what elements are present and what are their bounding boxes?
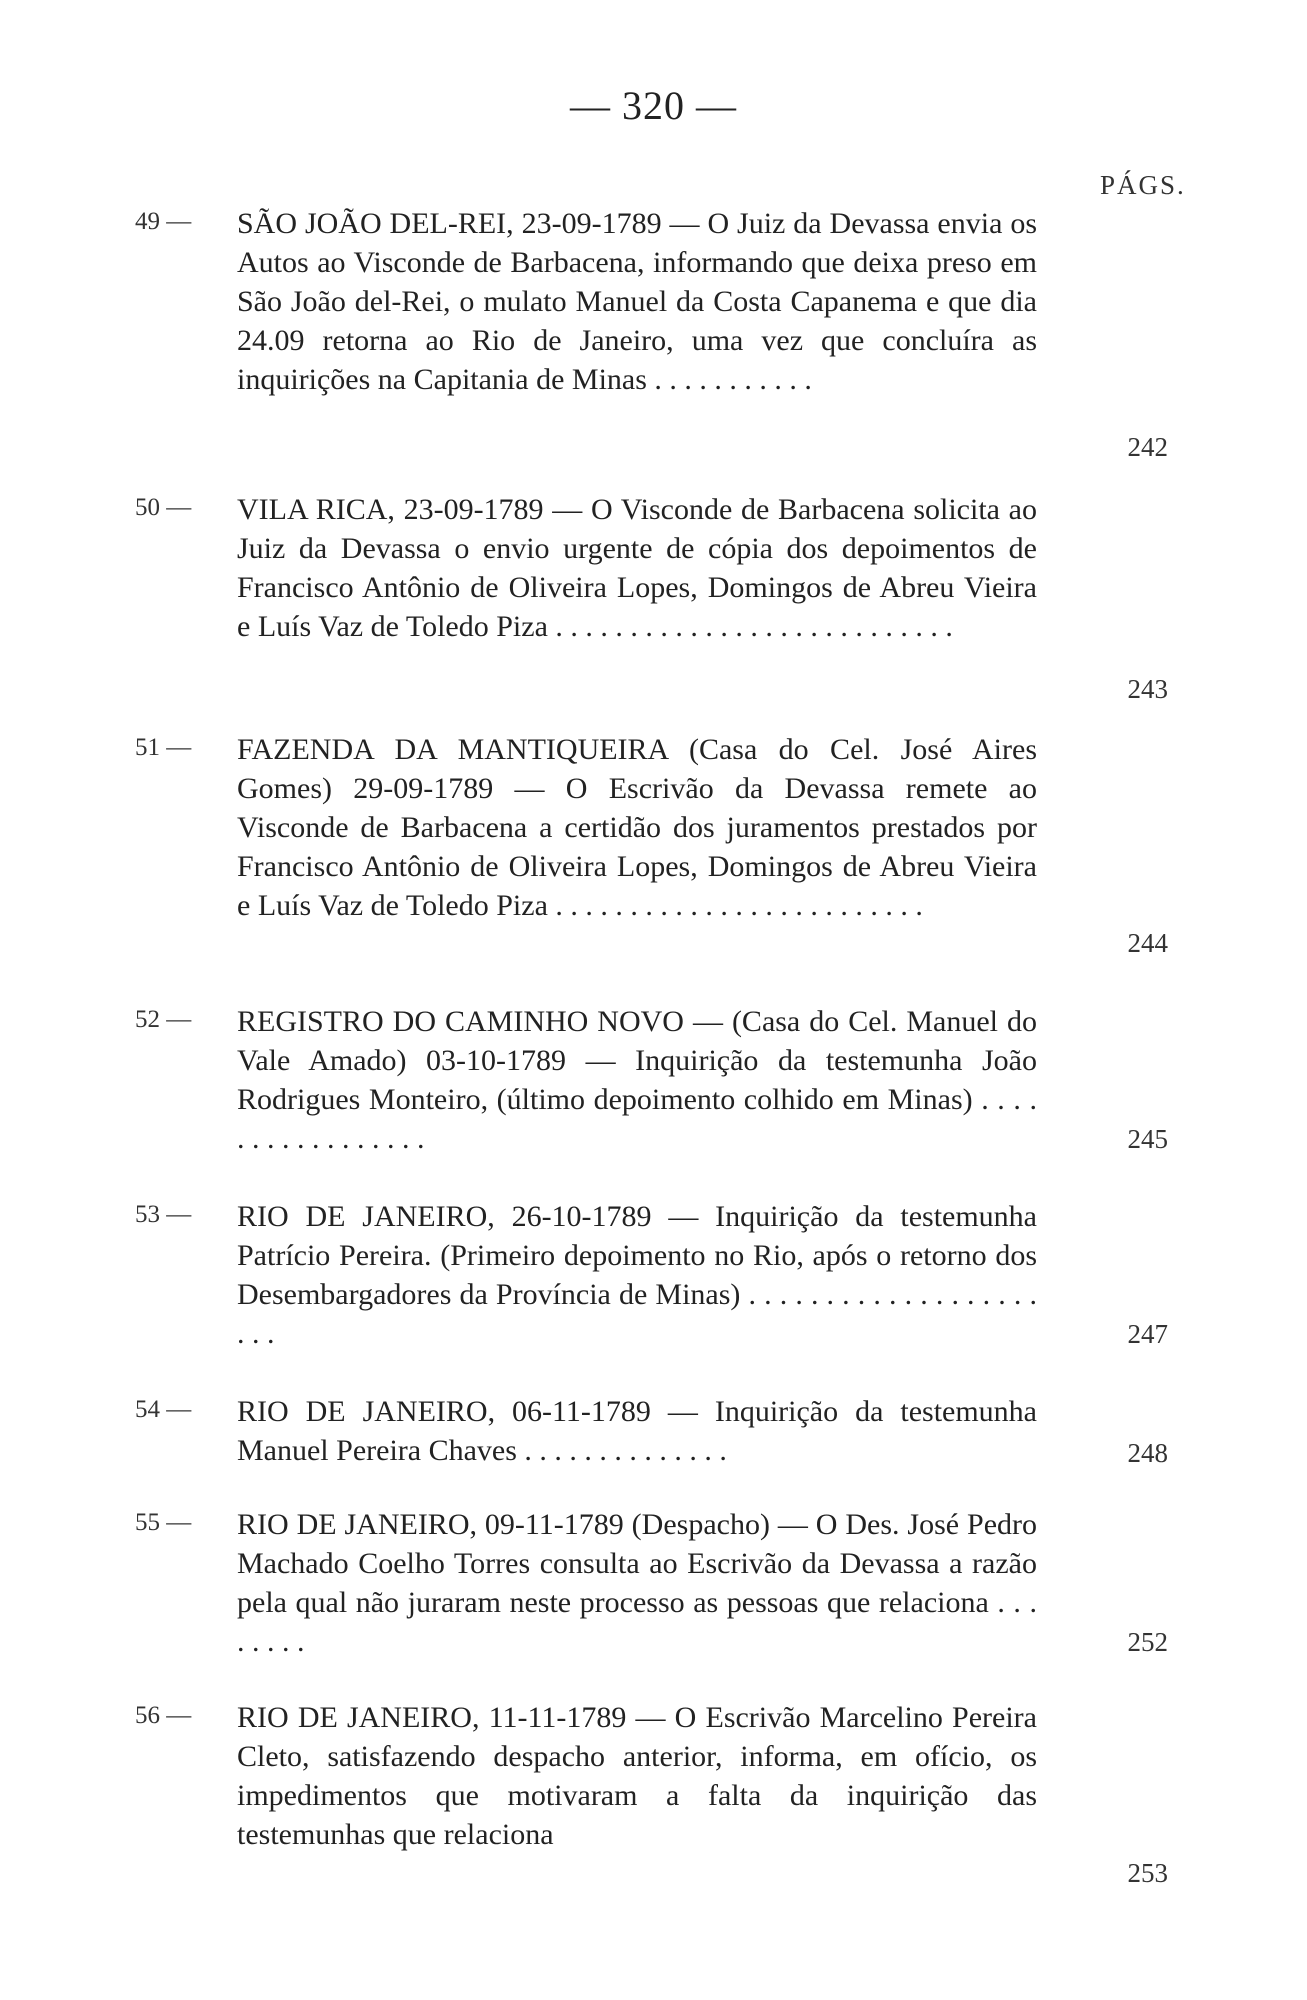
entry-number: 54 — [135,1396,192,1423]
entry-description: VILA RICA, 23-09-1789 — O Visconde de Barbacena solicita ao Juiz da Devassa o envio urgente de cópia dos depoimentos de Francisco Antônio de Oliveira Lopes, Domingos de Abreu Vieira e Luís Vaz de Toledo Piza . . . . . . . . . . . . . . . . . . . . . . . . . . . [237,493,1037,643]
entry-description: SÃO JOÃO DEL-REI, 23-09-1789 — O Juiz da Devassa envia os Autos ao Visconde de Barbacena, informando que deixa preso em São João del-Rei, o mulato Manuel da Costa Capanema e que dia 24.09 retorna ao Rio de Janeiro, uma vez que concluíra as inquirições na Capitania de Minas . . . . . . . . . . . [237,207,1037,396]
entry-page-number: 244 [1127,928,1168,958]
entry-page-number: 243 [1127,674,1168,704]
entry-description: RIO DE JANEIRO, 11-11-1789 — O Escrivão Marcelino Pereira Cleto, satisfazendo despacho anterior, informa, em ofício, os impedimentos que motivaram a falta da inquirição das testemunhas que relaciona [237,1701,1037,1851]
entry-number: 51 — [135,734,192,761]
entry-description: RIO DE JANEIRO, 09-11-1789 (Despacho) — O Des. José Pedro Machado Coelho Torres consulta ao Escrivão da Devassa a razão pela qual não juraram neste processo as pessoas que relaciona . . . . . . . . [237,1508,1037,1658]
pages-column-header: PÁGS. [1100,170,1186,200]
entry-description: RIO DE JANEIRO, 26-10-1789 — Inquirição da testemunha Patrício Pereira. (Primeiro depoimento no Rio, após o retorno dos Desembargadores da Província de Minas) . . . . . . . . . . . . . . . . . . . . . . [237,1200,1037,1350]
entry-page-number: 252 [1127,1627,1168,1657]
entry-number: 56 — [135,1702,192,1729]
entry-number: 52 — [135,1006,192,1033]
entry-number: 55 — [135,1509,192,1536]
page-number: — 320 — [570,83,737,128]
entry-page-number: 248 [1127,1438,1168,1468]
entry-number: 53 — [135,1201,192,1228]
entry-page-number: 242 [1127,432,1168,462]
entry-number: 49 — [135,208,192,235]
entry-number: 50 — [135,494,192,521]
entry-page-number: 245 [1127,1124,1168,1154]
entry-description: RIO DE JANEIRO, 06-11-1789 — Inquirição da testemunha Manuel Pereira Chaves . . . . . . . . . . . . . . [237,1395,1037,1467]
entry-page-number: 247 [1127,1319,1168,1349]
entry-page-number: 253 [1127,1858,1168,1888]
entry-description: FAZENDA DA MANTIQUEIRA (Casa do Cel. José Aires Gomes) 29-09-1789 — O Escrivão da Devassa remete ao Visconde de Barbacena a certidão dos juramentos prestados por Francisco Antônio de Oliveira Lopes, Domingos de Abreu Vieira e Luís Vaz de Toledo Piza . . . . . . . . . . . . . . . . . . . . . . . . . [237,733,1037,922]
entry-description: REGISTRO DO CAMINHO NOVO — (Casa do Cel. Manuel do Vale Amado) 03-10-1789 — Inquirição da testemunha João Rodrigues Monteiro, (último depoimento colhido em Minas) . . . . . . . . . . . . . . . . . [237,1005,1037,1155]
